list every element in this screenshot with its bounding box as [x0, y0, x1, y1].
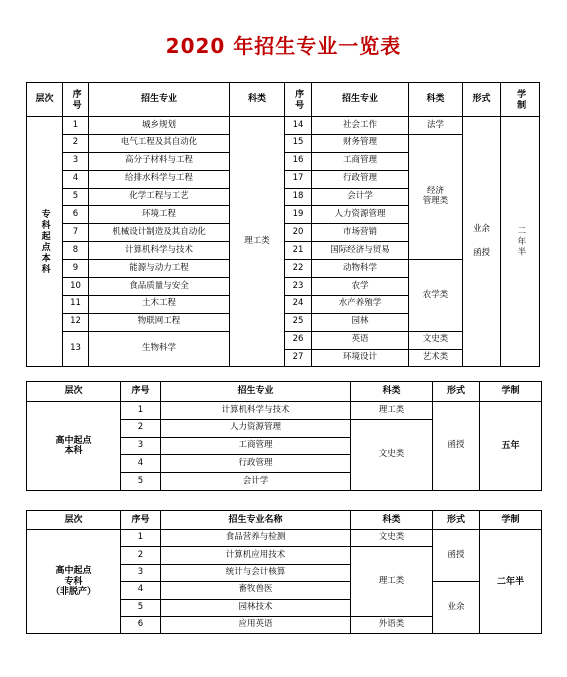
duration-cell: 二年半	[501, 117, 540, 367]
row-no: 22	[285, 260, 312, 278]
row-major: 社会工作	[312, 117, 409, 135]
row-no: 21	[285, 242, 312, 260]
spacer	[463, 235, 500, 249]
row-no: 8	[63, 242, 89, 260]
row-no: 17	[285, 170, 312, 188]
row-major: 生物科学	[89, 331, 230, 367]
header-duration: 学制	[480, 382, 542, 402]
category-label: 经济	[426, 186, 444, 197]
row-no: 6	[63, 206, 89, 224]
row-no: 2	[121, 419, 161, 437]
level-cell	[27, 402, 121, 491]
row-major: 给排水科学与工程	[89, 170, 230, 188]
form-cell: 函授	[433, 530, 480, 582]
category-cell: 理工类	[230, 117, 285, 367]
row-no: 4	[121, 455, 161, 473]
table-header-row	[27, 83, 540, 117]
row-no: 5	[121, 473, 161, 491]
row-major: 人力资源管理	[312, 206, 409, 224]
table-header-row	[27, 382, 542, 402]
row-no: 3	[63, 152, 89, 170]
row-no: 5	[121, 599, 161, 616]
row-major: 国际经济与贸易	[312, 242, 409, 260]
row-major: 英语	[312, 331, 409, 349]
table-header-row	[27, 511, 542, 530]
row-no: 6	[121, 616, 161, 633]
header-no: 序号	[121, 382, 161, 402]
row-no: 4	[121, 582, 161, 599]
category-cell: 农学类	[409, 260, 463, 332]
header-no-2: 序号	[285, 83, 312, 117]
header-form: 形式	[433, 511, 480, 530]
row-no: 12	[63, 313, 89, 331]
header-form: 形式	[433, 382, 480, 402]
header-category: 科类	[351, 511, 433, 530]
category-cell: 外语类	[351, 616, 433, 633]
row-major: 能源与动力工程	[89, 260, 230, 278]
header-no: 序号	[121, 511, 161, 530]
row-no: 16	[285, 152, 312, 170]
row-major: 园林技术	[161, 599, 351, 616]
row-no: 26	[285, 331, 312, 349]
form-label: 函授	[472, 247, 490, 258]
row-no: 18	[285, 188, 312, 206]
row-major: 食品营养与检测	[161, 530, 351, 547]
row-no: 5	[63, 188, 89, 206]
row-major: 农学	[312, 278, 409, 296]
row-no: 3	[121, 564, 161, 581]
form-cell	[463, 117, 501, 367]
category-cell: 文史类	[409, 331, 463, 349]
header-category: 科类	[230, 83, 285, 117]
row-no: 11	[63, 295, 89, 313]
category-cell: 理工类	[351, 402, 433, 420]
row-major: 市场营销	[312, 224, 409, 242]
header-no: 序号	[63, 83, 89, 117]
row-major: 应用英语	[161, 616, 351, 633]
row-major: 计算机科学与技术	[89, 242, 230, 260]
row-no: 3	[121, 437, 161, 455]
row-major: 财务管理	[312, 134, 409, 152]
header-major: 招生专业名称	[161, 511, 351, 530]
category-cell	[409, 134, 463, 259]
form-cell: 函授	[433, 402, 480, 491]
row-major: 行政管理	[161, 455, 351, 473]
row-no: 9	[63, 260, 89, 278]
header-category: 科类	[351, 382, 433, 402]
header-level: 层次	[27, 83, 63, 117]
form-cell: 业余	[433, 582, 480, 634]
row-major: 计算机科学与技术	[161, 402, 351, 420]
row-no: 14	[285, 117, 312, 135]
row-major: 畜牧兽医	[161, 582, 351, 599]
row-major: 水产养殖学	[312, 295, 409, 313]
category-cell: 艺术类	[409, 349, 463, 367]
row-no: 19	[285, 206, 312, 224]
row-major: 机械设计制造及其自动化	[89, 224, 230, 242]
header-duration: 学制	[480, 511, 542, 530]
row-major: 计算机应用技术	[161, 547, 351, 564]
row-major: 工商管理	[161, 437, 351, 455]
category-label: 管理类	[422, 196, 449, 206]
table-row	[27, 402, 542, 420]
row-no: 2	[63, 134, 89, 152]
row-no: 7	[63, 224, 89, 242]
header-form: 形式	[463, 83, 501, 117]
level-label: 专科	[64, 576, 83, 587]
table-specialist-to-bachelor	[26, 82, 540, 367]
page-title: 2020 年招生专业一览表	[165, 34, 402, 58]
header-level: 层次	[27, 511, 121, 530]
row-no: 10	[63, 278, 89, 296]
row-major: 行政管理	[312, 170, 409, 188]
header-category-2: 科类	[409, 83, 463, 117]
row-no: 1	[63, 117, 89, 135]
row-major: 人力资源管理	[161, 419, 351, 437]
header-major: 招生专业	[89, 83, 230, 117]
row-major: 会计学	[161, 473, 351, 491]
category-cell: 法学	[409, 117, 463, 135]
row-no: 20	[285, 224, 312, 242]
row-major: 物联网工程	[89, 313, 230, 331]
table-row	[27, 117, 540, 135]
row-major: 园林	[312, 313, 409, 331]
row-no: 1	[121, 530, 161, 547]
row-no: 27	[285, 349, 312, 367]
row-major: 电气工程及其自动化	[89, 134, 230, 152]
row-major: 动物科学	[312, 260, 409, 278]
row-major: 城乡规划	[89, 117, 230, 135]
level-label: 本科	[64, 445, 83, 456]
row-major: 环境工程	[89, 206, 230, 224]
row-major: 工商管理	[312, 152, 409, 170]
level-label: （非脱产）	[50, 586, 96, 597]
header-duration: 学制	[501, 83, 540, 117]
table-highschool-to-bachelor	[26, 381, 542, 491]
header-major-2: 招生专业	[312, 83, 409, 117]
duration-cell: 二年半	[480, 530, 542, 634]
form-label: 业余	[472, 223, 490, 234]
row-no: 15	[285, 134, 312, 152]
row-major: 食品质量与安全	[89, 278, 230, 296]
row-major: 统计与会计核算	[161, 564, 351, 581]
row-major: 会计学	[312, 188, 409, 206]
row-no: 1	[121, 402, 161, 420]
row-major: 土木工程	[89, 295, 230, 313]
table-row	[27, 530, 542, 547]
duration-cell: 五年	[480, 402, 542, 491]
level-cell	[27, 530, 121, 634]
category-cell: 文史类	[351, 530, 433, 547]
row-no: 2	[121, 547, 161, 564]
row-no: 13	[63, 331, 89, 367]
row-no: 25	[285, 313, 312, 331]
level-label: 高中起点	[55, 435, 92, 446]
level-cell: 专科起点本科	[27, 117, 63, 367]
category-cell: 理工类	[351, 547, 433, 617]
category-cell: 文史类	[351, 419, 433, 490]
row-no: 23	[285, 278, 312, 296]
row-major: 环境设计	[312, 349, 409, 367]
header-major: 招生专业	[161, 382, 351, 402]
table-highschool-to-specialist	[26, 510, 542, 634]
row-no: 4	[63, 170, 89, 188]
row-major: 化学工程与工艺	[89, 188, 230, 206]
level-label: 高中起点	[55, 566, 92, 577]
row-major: 高分子材料与工程	[89, 152, 230, 170]
header-level: 层次	[27, 382, 121, 402]
row-no: 24	[285, 295, 312, 313]
